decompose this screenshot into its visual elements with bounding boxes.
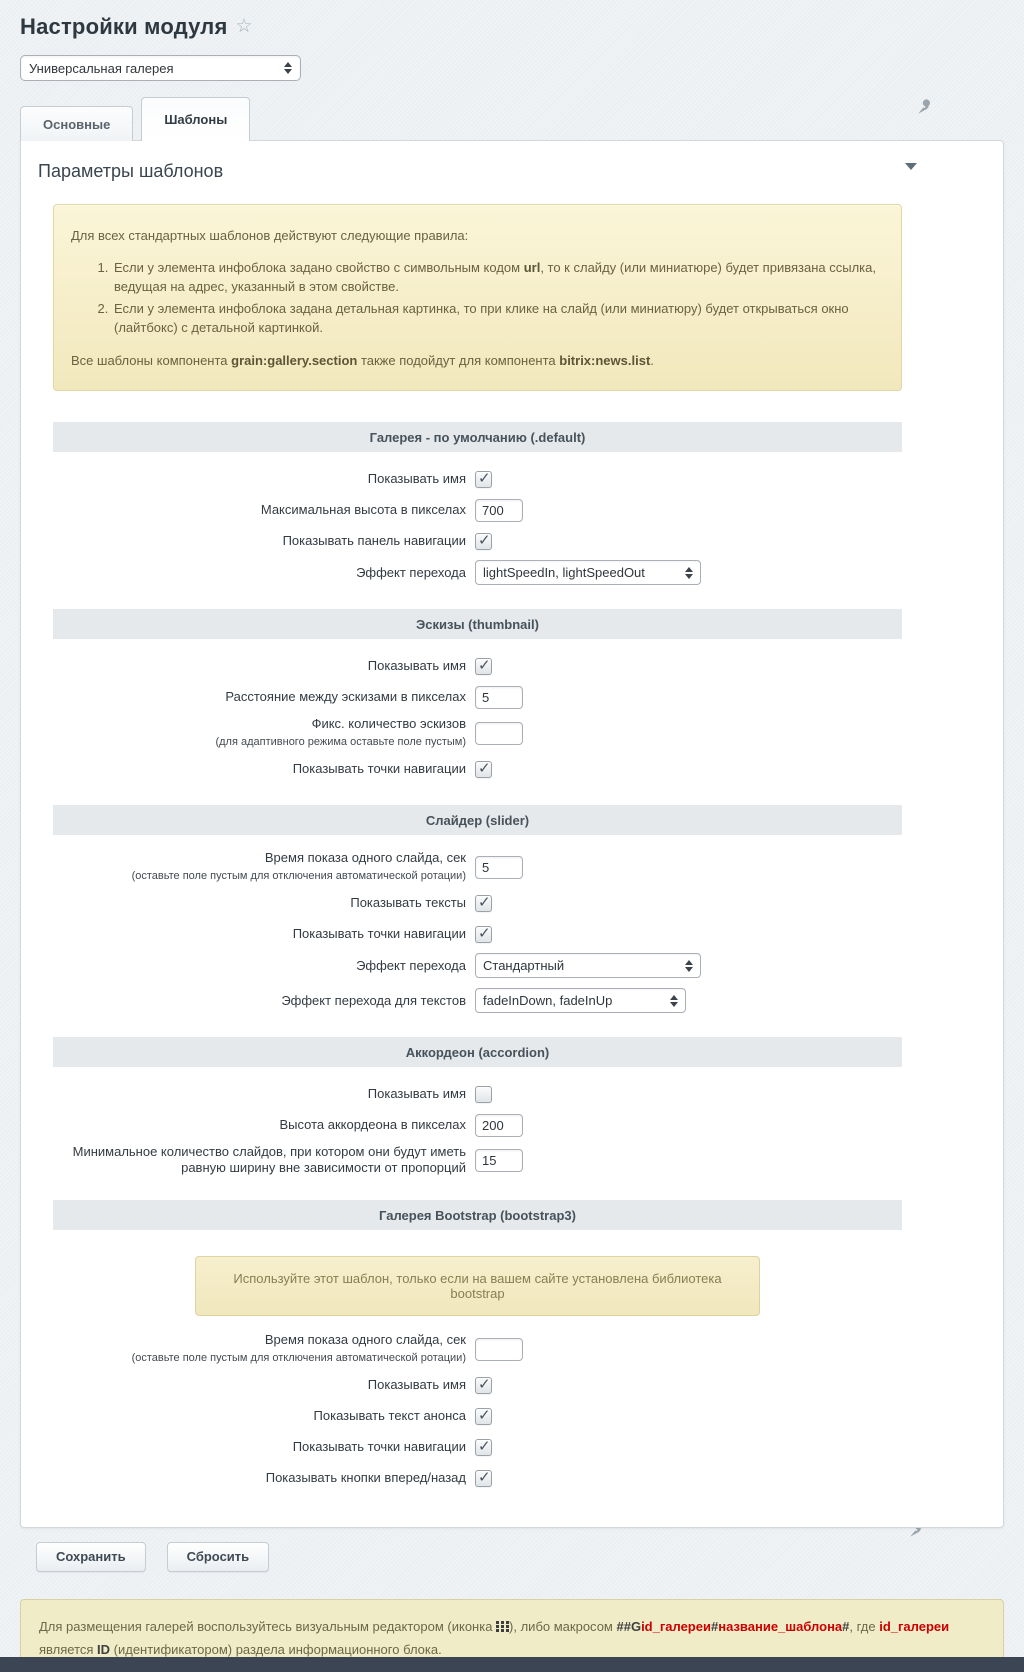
field-row <box>53 988 902 1013</box>
accordion-height-input[interactable] <box>475 1114 523 1137</box>
field-row <box>53 1082 902 1106</box>
bootstrap-warning-box: Используйте этот шаблон, только если на вашем сайте установлена библиотека bootstrap <box>195 1256 760 1316</box>
rule-bold-component: bitrix:news.list <box>559 353 651 368</box>
field-label-text: Фикс. количество эскизов <box>311 716 466 731</box>
section-header-slider <box>53 805 902 835</box>
field-row <box>53 685 902 709</box>
field-row <box>53 1466 902 1490</box>
settings-panel <box>20 140 1004 1528</box>
slider-effect-select[interactable] <box>475 953 701 978</box>
bootstrap-duration-input[interactable] <box>475 1338 523 1361</box>
section-title: Эскизы (thumbnail) <box>416 616 539 632</box>
note-text: (идентификатором) раздела информационного блока. <box>110 1642 442 1657</box>
rules-footer <box>71 351 884 370</box>
macro-var: название_шаблона <box>718 1619 843 1634</box>
module-select[interactable] <box>20 55 301 81</box>
macro-var: id_галереи <box>879 1619 950 1634</box>
page-title: Настройки модуля <box>20 14 228 39</box>
rule-text: также подойдут для компонента <box>357 353 560 368</box>
select-arrows-icon <box>685 567 693 579</box>
select-value: Стандартный <box>483 958 565 973</box>
field-row <box>53 529 902 553</box>
field-label <box>53 1332 475 1366</box>
select-value: fadeInDown, fadeInUp <box>483 993 613 1008</box>
field-row <box>53 850 902 884</box>
macro-delimiter: ##G <box>616 1619 642 1634</box>
field-label: Максимальная высота в пикселах <box>260 502 466 517</box>
field-label: Показывать точки навигации <box>292 926 466 941</box>
text-effect-select[interactable] <box>475 988 686 1013</box>
field-label: Показывать имя <box>367 1086 466 1101</box>
visual-editor-grid-icon <box>496 1621 509 1632</box>
section-title: Слайдер (slider) <box>425 812 530 828</box>
tab-templates-label: Шаблоны <box>164 112 228 127</box>
field-label: Показывать панель навигации <box>282 533 466 548</box>
section-header-default <box>53 422 902 452</box>
rule-text: . <box>650 353 654 368</box>
slide-duration-input[interactable] <box>475 856 523 879</box>
field-label: Показывать текст анонса <box>313 1408 466 1423</box>
rule-bold-component: grain:gallery.section <box>231 353 358 368</box>
show-name-checkbox[interactable] <box>475 658 492 675</box>
transition-effect-select[interactable] <box>475 560 701 585</box>
show-dots-checkbox[interactable] <box>475 761 492 778</box>
field-label: Показывать кнопки вперед/назад <box>265 1470 466 1485</box>
field-label: Расстояние между эскизами в пикселах <box>225 689 466 704</box>
field-row <box>53 922 902 946</box>
rules-info-box <box>53 204 902 391</box>
show-announce-checkbox[interactable] <box>475 1408 492 1425</box>
field-label <box>53 850 475 884</box>
reset-button[interactable]: Сбросить <box>167 1542 270 1572</box>
show-dots-checkbox[interactable] <box>475 926 492 943</box>
macro-var: id_галереи <box>641 1619 711 1634</box>
rule-text: Все шаблоны компонента <box>71 353 232 368</box>
rule-text: Если у элемента инфоблока задано свойство с символьным кодом <box>114 260 524 275</box>
page-header <box>20 14 1004 40</box>
field-row <box>53 560 902 585</box>
field-label: Эффект перехода <box>356 564 466 580</box>
field-label: Показывать имя <box>367 1377 466 1392</box>
field-row <box>53 953 902 978</box>
field-label: Показывать точки навигации <box>292 1439 466 1454</box>
show-dots-checkbox[interactable] <box>475 1439 492 1456</box>
panel-title: Параметры шаблонов <box>38 161 224 181</box>
thumb-fixed-count-input[interactable] <box>475 722 523 745</box>
footer-bar <box>0 1657 1024 1672</box>
field-label: Показывать имя <box>367 658 466 673</box>
form-actions <box>36 1542 1004 1572</box>
thumb-spacing-input[interactable] <box>475 686 523 709</box>
field-row <box>53 716 902 750</box>
field-hint: (оставьте поле пустым для отключения автоматической ротации) <box>131 1352 466 1364</box>
field-row <box>53 891 902 915</box>
field-label: Эффект перехода для текстов <box>281 992 466 1008</box>
favorite-star-icon[interactable]: ☆ <box>235 16 253 37</box>
field-label: Высота аккордеона в пикселах <box>279 1117 466 1132</box>
macro-delimiter: # <box>842 1619 850 1634</box>
field-label: Показывать тексты <box>350 895 466 910</box>
field-label-text: Время показа одного слайда, сек <box>264 1332 466 1347</box>
field-row <box>53 1113 902 1137</box>
field-row <box>53 1435 902 1459</box>
field-label-text: Время показа одного слайда, сек <box>264 850 466 865</box>
select-arrows-icon <box>670 995 678 1007</box>
rule-text: Если у элемента инфоблока задана детальная картинка, то при клике на слайд (или миниатюру) будет открываться окно (лайтбокс) с детальной картинкой. <box>114 301 849 335</box>
select-value: lightSpeedIn, lightSpeedOut <box>483 565 645 580</box>
field-row <box>53 498 902 522</box>
field-label: Минимальное количество слайдов, при котором они будут иметь равную ширину вне зависимости от пропорций <box>72 1144 466 1175</box>
field-row <box>53 1404 902 1428</box>
field-hint: (для адаптивного режима оставьте поле пустым) <box>215 736 466 748</box>
section-title: Галерея - по умолчанию (.default) <box>369 429 586 445</box>
tab-main-label: Основные <box>43 116 111 132</box>
field-row <box>53 757 902 781</box>
field-hint: (оставьте поле пустым для отключения автоматической ротации) <box>131 870 466 882</box>
section-header-bootstrap <box>53 1200 902 1230</box>
module-select-value: Универсальная галерея <box>29 60 174 76</box>
max-height-input[interactable] <box>475 499 523 522</box>
show-name-checkbox[interactable] <box>475 1377 492 1394</box>
note-text: является <box>39 1642 98 1657</box>
rules-intro: Для всех стандартных шаблонов действуют следующие правила: <box>71 228 469 243</box>
collapse-section-icon[interactable] <box>905 163 917 170</box>
save-button[interactable]: Сохранить <box>36 1542 146 1572</box>
select-arrows-icon <box>685 960 693 972</box>
section-header-accordion <box>53 1037 902 1067</box>
rules-list <box>112 258 884 337</box>
rule-text: , то к слайду (или миниатюре) будет привязана ссылка, ведущая на адрес, указанный в этом свойстве. <box>114 260 876 294</box>
field-label: Эффект перехода <box>356 957 466 973</box>
section-header-thumbnail <box>53 609 902 639</box>
section-title: Аккордеон (accordion) <box>405 1044 550 1060</box>
show-name-checkbox[interactable] <box>475 471 492 488</box>
field-row <box>53 1332 902 1366</box>
note-text: Для размещения галерей воспользуйтесь визуальным редактором (иконка <box>39 1619 497 1634</box>
field-row <box>53 1373 902 1397</box>
field-row <box>53 654 902 678</box>
field-row <box>53 1144 902 1176</box>
accordion-min-slides-input[interactable] <box>475 1149 523 1172</box>
macro-delimiter: # <box>710 1619 719 1634</box>
tab-bar <box>20 97 1004 141</box>
rule-item <box>112 258 884 296</box>
note-bold-id: ID <box>97 1642 111 1657</box>
tab-main[interactable] <box>20 106 133 141</box>
select-arrows-icon <box>284 62 292 74</box>
show-texts-checkbox[interactable] <box>475 895 492 912</box>
field-row <box>53 467 902 491</box>
note-text: , где <box>849 1619 880 1634</box>
show-nav-checkbox[interactable] <box>475 533 492 550</box>
rule-bold-code: url <box>523 260 541 275</box>
field-label <box>53 716 475 750</box>
note-text: ), либо макросом <box>509 1619 617 1634</box>
show-name-checkbox[interactable] <box>475 1086 492 1103</box>
tab-templates[interactable] <box>141 97 250 141</box>
field-label: Показывать имя <box>367 471 466 486</box>
field-label: Показывать точки навигации <box>292 761 466 776</box>
rule-item <box>112 299 884 337</box>
section-title: Галерея Bootstrap (bootstrap3) <box>379 1207 576 1223</box>
show-arrows-checkbox[interactable] <box>475 1470 492 1487</box>
